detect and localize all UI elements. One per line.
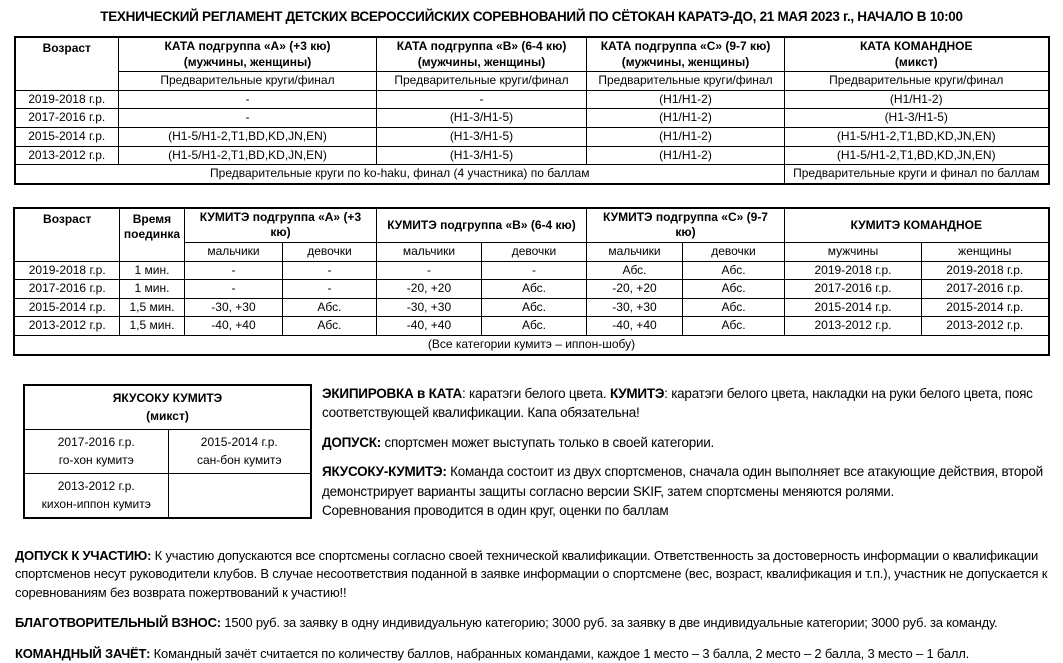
kumite-cell: -30, +30 (586, 298, 682, 317)
kumite-time-cell: 1 мин. (119, 280, 184, 299)
kata-group-a-header (119, 37, 377, 72)
kata-team-title: КАТА КОМАНДНОЕ (859, 39, 973, 53)
yakusoku-title-line1: ЯКУСОКУ КУМИТЭ (112, 390, 223, 405)
yakusoku-cell-name: го-хон кумитэ (58, 453, 134, 468)
yakusoku-kumite-text-line2: Соревнования проводится в один круг, оценки по баллам (322, 503, 669, 519)
yakusoku-kumite-paragraph (322, 462, 1048, 521)
yakusoku-cell-name: сан-бон кумитэ (196, 453, 282, 468)
kumite-footer-row (14, 335, 1048, 354)
kumite-cell: 2013-2012 г.р. (922, 317, 1049, 336)
kumite-team-men-header: мужчины (785, 242, 922, 261)
equipment-paragraph (322, 384, 1048, 423)
yakusoku-title (24, 385, 311, 430)
kata-header-row (15, 37, 1049, 72)
kumite-cell: 2017-2016 г.р. (922, 280, 1049, 299)
kata-row (15, 146, 1049, 165)
kumite-time-cell: 1,5 мин. (119, 317, 184, 336)
yakusoku-cell-age: 2013-2012 г.р. (57, 478, 135, 493)
kata-c-cell: (H1/H1-2) (587, 146, 785, 165)
fee-paragraph (15, 614, 1048, 632)
kata-subheader-a: Предварительные круги/финал (119, 72, 377, 91)
bottom-section (15, 547, 1048, 663)
kata-group-b-header (377, 37, 587, 72)
category-admission-paragraph (322, 433, 1048, 453)
kumite-time-cell: 1,5 мин. (119, 298, 184, 317)
kata-subheader-b: Предварительные круги/финал (377, 72, 587, 91)
kata-group-a-title: КАТА подгруппа «А» (+3 кю) (164, 39, 331, 53)
kata-a-cell: (H1-5/H1-2,T1,BD,KD,JN,EN) (119, 146, 377, 165)
yakusoku-cell-age: 2017-2016 г.р. (57, 434, 135, 449)
kumite-group-b-header: КУМИТЭ подгруппа «В» (6-4 кю) (376, 208, 586, 243)
kata-c-cell: (H1/H1-2) (587, 90, 785, 109)
kata-subheader-row (15, 72, 1049, 91)
fee-text: 1500 руб. за заявку в одну индивидуальную категорию; 3000 руб. за заявку в две индивидуальные категории; 3000 руб. за команду. (220, 615, 998, 631)
kumite-cell: - (282, 280, 376, 299)
kata-team-header (785, 37, 1049, 72)
kumite-cell: - (184, 280, 282, 299)
yakusoku-cell-name: кихон-иппон кумитэ (41, 497, 151, 512)
team-score-label: КОМАНДНЫЙ ЗАЧЁТ: (15, 645, 151, 661)
kumite-cell: - (184, 261, 282, 280)
kumite-cell: Абс. (481, 298, 586, 317)
kumite-cell: 2017-2016 г.р. (785, 280, 922, 299)
kata-row (15, 127, 1049, 146)
kumite-footer: (Все категории кумитэ – иппон-шобу) (14, 335, 1048, 354)
kumite-cell: -30, +30 (184, 298, 282, 317)
kumite-cell: 2015-2014 г.р. (922, 298, 1049, 317)
kumite-age-cell: 2013-2012 г.р. (14, 317, 119, 336)
yakusoku-cell-empty (168, 473, 311, 518)
kumite-cell: -20, +20 (586, 280, 682, 299)
kumite-cell: -20, +20 (376, 280, 481, 299)
kumite-cell: 2015-2014 г.р. (785, 298, 922, 317)
kata-team-cell: (H1-5/H1-2,T1,BD,KD,JN,EN) (785, 127, 1049, 146)
kumite-b-boys-header: мальчики (376, 242, 481, 261)
kata-group-a-subtitle: (мужчины, женщины) (183, 54, 312, 69)
kumite-equipment-label: КУМИТЭ (609, 385, 665, 401)
kumite-b-girls-header: девочки (481, 242, 586, 261)
kata-footer-left: Предварительные круги по ko-haku, финал (4 участника) по баллам (15, 165, 785, 184)
kata-team-cell: (H1/H1-2) (785, 90, 1049, 109)
kumite-c-girls-header: девочки (682, 242, 784, 261)
kata-subheader-c: Предварительные круги/финал (587, 72, 785, 91)
kumite-cell: Абс. (682, 261, 784, 280)
kumite-cell: -30, +30 (376, 298, 481, 317)
kata-row (15, 90, 1049, 109)
kumite-age-cell: 2017-2016 г.р. (14, 280, 119, 299)
kata-age-cell: 2015-2014 г.р. (15, 127, 119, 146)
kumite-cell: -40, +40 (586, 317, 682, 336)
kumite-cell: Абс. (481, 317, 586, 336)
yakusoku-cell-age: 2015-2014 г.р. (200, 434, 278, 449)
equipment-text-1: : каратэги белого цвета. (462, 385, 610, 401)
yakusoku-cell (168, 429, 311, 473)
kata-age-header: Возраст (15, 37, 119, 90)
kumite-header-row (14, 208, 1048, 243)
admission-text: К участию допускаются все спортсмены согласно своей технической квалификации. Ответственность за достоверность информации о квалификации спортсменов несут руководители клубов. В случае несоответствия поданной в заявке информации о спортсмене (вес, возраст, квалификация и т.п.), участник не допускается к соревнованиям без возврата пожертвований к участию!! (15, 547, 1048, 600)
kumite-cell: 2019-2018 г.р. (785, 261, 922, 280)
category-admission-text: спортсмен может выступать только в своей категории. (380, 434, 715, 450)
kumite-a-girls-header: девочки (282, 242, 376, 261)
kata-group-b-subtitle: (мужчины, женщины) (417, 54, 546, 69)
kata-age-cell: 2017-2016 г.р. (15, 109, 119, 128)
yakusoku-kumite-label: ЯКУСОКУ-КУМИТЭ: (322, 464, 447, 480)
kumite-age-cell: 2019-2018 г.р. (14, 261, 119, 280)
kumite-group-c-header: КУМИТЭ подгруппа «С» (9-7 кю) (586, 208, 784, 243)
kata-c-cell: (H1/H1-2) (587, 109, 785, 128)
kata-a-cell: - (119, 109, 377, 128)
kata-team-cell: (H1-5/H1-2,T1,BD,KD,JN,EN) (785, 146, 1049, 165)
team-score-text: Командный зачёт считается по количеству баллов, набранных командами, каждое 1 место – 3 балла, 2 место – 2 балла, 3 место – 1 балл. (150, 645, 970, 661)
kumite-cell: Абс. (682, 317, 784, 336)
kumite-row (14, 261, 1048, 280)
kumite-a-boys-header: мальчики (184, 242, 282, 261)
kumite-c-boys-header: мальчики (586, 242, 682, 261)
fee-label: БЛАГОТВОРИТЕЛЬНЫЙ ВЗНОС: (15, 615, 221, 631)
kata-team-cell: (H1-3/H1-5) (785, 109, 1049, 128)
kata-group-c-subtitle: (мужчины, женщины) (621, 54, 750, 69)
kata-row (15, 109, 1049, 128)
kata-b-cell: (H1-3/H1-5) (377, 127, 587, 146)
kata-footer-row (15, 165, 1049, 184)
kata-b-cell: (H1-3/H1-5) (377, 109, 587, 128)
kata-age-cell: 2013-2012 г.р. (15, 146, 119, 165)
yakusoku-cell (24, 473, 168, 518)
kumite-row (14, 298, 1048, 317)
kumite-time-cell: 1 мин. (119, 261, 184, 280)
kumite-cell: Абс. (282, 317, 376, 336)
kumite-cell: - (282, 261, 376, 280)
kata-group-c-header (587, 37, 785, 72)
kumite-cell: - (481, 261, 586, 280)
kumite-cell: 2013-2012 г.р. (785, 317, 922, 336)
kata-b-cell: (H1-3/H1-5) (377, 146, 587, 165)
kumite-table (13, 207, 1049, 356)
admission-paragraph (15, 547, 1048, 602)
kata-team-subtitle: (микст) (894, 54, 938, 69)
kumite-row (14, 317, 1048, 336)
yakusoku-kumite-text: Команда состоит из двух спортсменов, сначала один выполняет все атакующие действия, второй демонстрирует варианты защиты согласно версии SKIF, затем спортсмены меняются ролями. (322, 464, 1043, 499)
kumite-cell: - (376, 261, 481, 280)
yakusoku-table (23, 384, 312, 520)
kata-table (14, 36, 1050, 185)
kata-b-cell: - (377, 90, 587, 109)
notes-column (322, 384, 1048, 531)
team-score-paragraph (15, 645, 1048, 663)
kumite-cell: Абс. (282, 298, 376, 317)
kumite-team-header: КУМИТЭ КОМАНДНОЕ (785, 208, 1049, 243)
kumite-group-a-header: КУМИТЭ подгруппа «А» (+3 кю) (184, 208, 376, 243)
kumite-age-cell: 2015-2014 г.р. (14, 298, 119, 317)
equipment-text-2: : каратэги белого цвета, накладки на руки белого цвета, пояс соответствующей квалификации. Капа обязательна! (322, 385, 1033, 421)
kata-a-cell: - (119, 90, 377, 109)
kata-footer-right: Предварительные круги и финал по баллам (785, 165, 1049, 184)
yakusoku-header-row (24, 385, 311, 430)
kumite-cell: Абс. (586, 261, 682, 280)
equipment-label: ЭКИПИРОВКА в КАТА (322, 385, 463, 401)
admission-label: ДОПУСК К УЧАСТИЮ: (15, 547, 152, 563)
yakusoku-row (24, 429, 311, 473)
kata-age-cell: 2019-2018 г.р. (15, 90, 119, 109)
kata-subheader-team: Предварительные круги/финал (785, 72, 1049, 91)
kumite-cell: Абс. (682, 280, 784, 299)
kumite-cell: Абс. (682, 298, 784, 317)
yakusoku-row (24, 473, 311, 518)
kata-group-b-title: КАТА подгруппа «В» (6-4 кю) (396, 39, 567, 53)
kumite-cell: Абс. (481, 280, 586, 299)
kata-group-c-title: КАТА подгруппа «С» (9-7 кю) (600, 39, 771, 53)
yakusoku-cell (24, 429, 168, 473)
kata-a-cell: (H1-5/H1-2,T1,BD,KD,JN,EN) (119, 127, 377, 146)
kumite-cell: -40, +40 (376, 317, 481, 336)
kumite-team-women-header: женщины (922, 242, 1049, 261)
kumite-cell: -40, +40 (184, 317, 282, 336)
kumite-age-header: Возраст (14, 208, 119, 261)
kumite-time-header: Время поединка (119, 208, 184, 261)
kata-c-cell: (H1/H1-2) (587, 127, 785, 146)
kumite-row (14, 280, 1048, 299)
middle-section (15, 384, 1048, 531)
kumite-cell: 2019-2018 г.р. (922, 261, 1049, 280)
yakusoku-title-line2: (микст) (146, 409, 189, 424)
document-title: ТЕХНИЧЕСКИЙ РЕГЛАМЕНТ ДЕТСКИХ ВСЕРОССИЙСКИХ СОРЕВНОВАНИЙ ПО СЁТОКАН КАРАТЭ-ДО, 21 МАЯ 2023 г., НАЧАЛО В 10:00 (100, 9, 963, 24)
category-admission-label: ДОПУСК: (322, 434, 381, 450)
